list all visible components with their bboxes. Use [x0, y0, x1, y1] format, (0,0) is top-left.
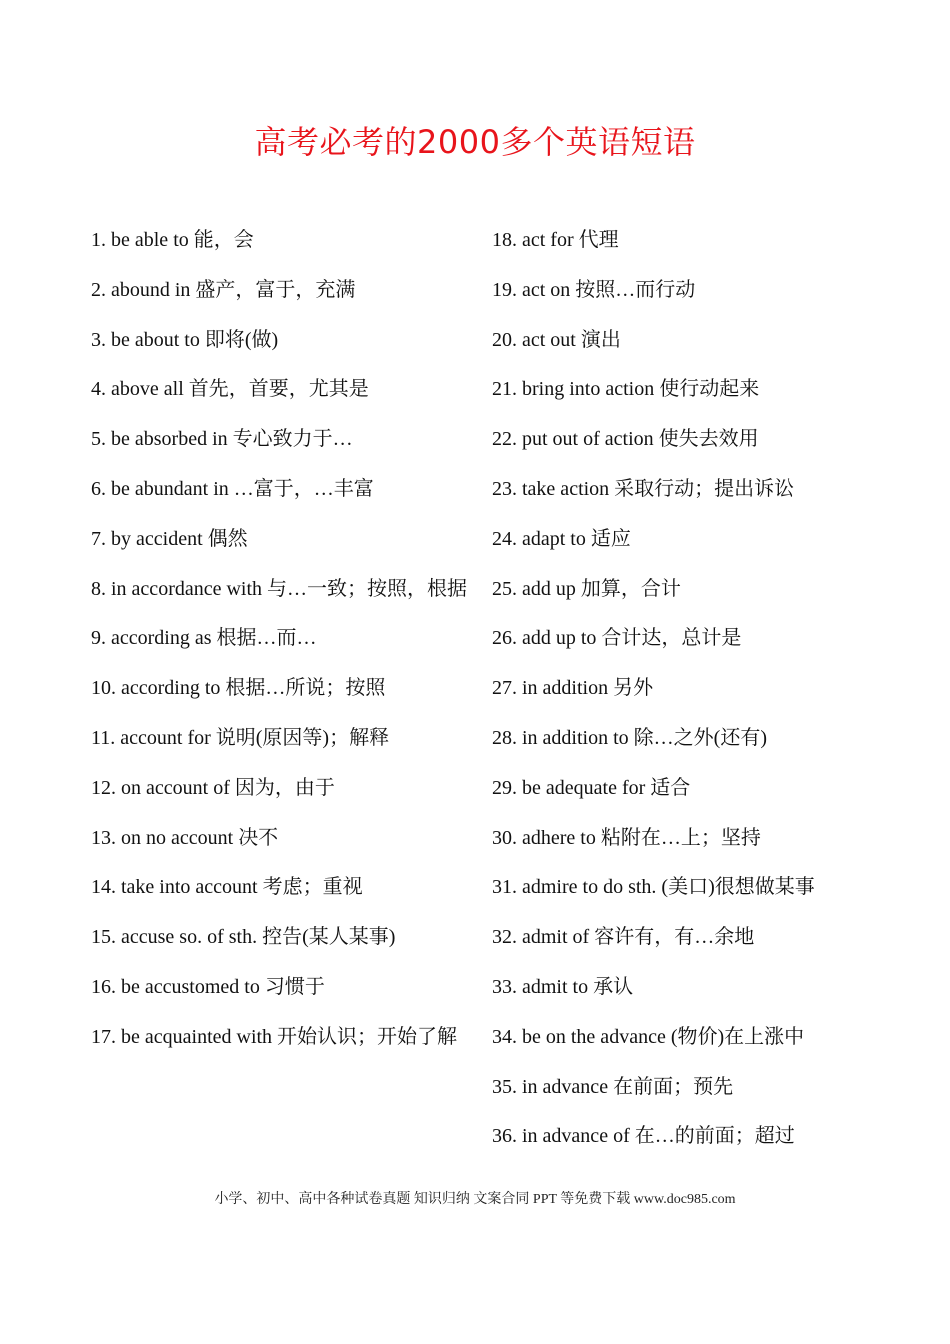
- phrase-entry: 14. take into account 考虑；重视: [91, 876, 363, 899]
- phrase-entry: 4. above all 首先，首要，尤其是: [91, 378, 369, 401]
- phrase-entry: 16. be accustomed to 习惯于: [91, 975, 325, 998]
- right-phrase-column: [492, 216, 912, 1162]
- phrase-entry: 1. be able to 能，会: [91, 229, 254, 251]
- phrase-entry: 20. act out 演出: [492, 328, 621, 351]
- phrase-entry: 9. according as 根据…而…: [91, 627, 317, 650]
- left-phrase-column: [91, 216, 471, 1063]
- phrase-entry: 33. admit to 承认: [492, 975, 634, 998]
- phrase-entry: 22. put out of action 使失去效用: [492, 428, 759, 451]
- phrase-entry: 11. account for 说明(原因等)；解释: [91, 726, 390, 749]
- phrase-entry: 8. in accordance with 与…一致；按照，根据: [91, 577, 468, 600]
- phrase-entry: 36. in advance of 在…的前面；超过: [492, 1125, 795, 1148]
- phrase-entry: 3. be about to 即将(做): [91, 328, 279, 351]
- phrase-entry: 28. in addition to 除…之外(还有): [492, 726, 767, 749]
- phrase-entry: 7. by accident 偶然: [91, 527, 248, 550]
- page-footer: 小学、初中、高中各种试卷真题 知识归纳 文案合同 PPT 等免费下载 www.doc985.com: [214, 1192, 736, 1207]
- phrase-entry: 13. on no account 决不: [91, 826, 279, 849]
- phrase-entry: 34. be on the advance (物价)在上涨中: [492, 1025, 805, 1048]
- phrase-entry: 12. on account of 因为，由于: [91, 776, 335, 799]
- phrase-entry: 30. adhere to 粘附在…上；坚持: [492, 826, 761, 849]
- phrase-entry: 27. in addition 另外: [492, 677, 654, 700]
- phrase-entry: 35. in advance 在前面；预先: [492, 1075, 734, 1098]
- page-title: 高考必考的2000多个英语短语: [254, 123, 696, 161]
- phrase-entry: 21. bring into action 使行动起来: [492, 378, 760, 401]
- phrase-entry: 26. add up to 合计达，总计是: [492, 627, 742, 650]
- phrase-entry: 19. act on 按照…而行动: [492, 278, 696, 301]
- phrase-entry: 29. be adequate for 适合: [492, 776, 691, 799]
- phrase-entry: 32. admit of 容许有，有…余地: [492, 926, 755, 949]
- phrase-entry: 23. take action 采取行动；提出诉讼: [492, 477, 795, 500]
- phrase-entry: 18. act for 代理: [492, 229, 619, 251]
- phrase-entry: 6. be abundant in …富于，…丰富: [91, 477, 374, 500]
- phrase-entry: 10. according to 根据…所说；按照: [91, 677, 386, 700]
- phrase-entry: 25. add up 加算，合计: [492, 577, 681, 600]
- phrase-entry: 15. accuse so. of sth. 控告(某人某事): [91, 926, 396, 949]
- phrase-entry: 17. be acquainted with 开始认识；开始了解: [91, 1025, 458, 1048]
- phrase-entry: 24. adapt to 适应: [492, 527, 631, 550]
- phrase-entry: 31. admire to do sth. (美口)很想做某事: [492, 876, 815, 899]
- phrase-entry: 2. abound in 盛产，富于，充满: [91, 278, 356, 301]
- phrase-entry: 5. be absorbed in 专心致力于…: [91, 428, 353, 451]
